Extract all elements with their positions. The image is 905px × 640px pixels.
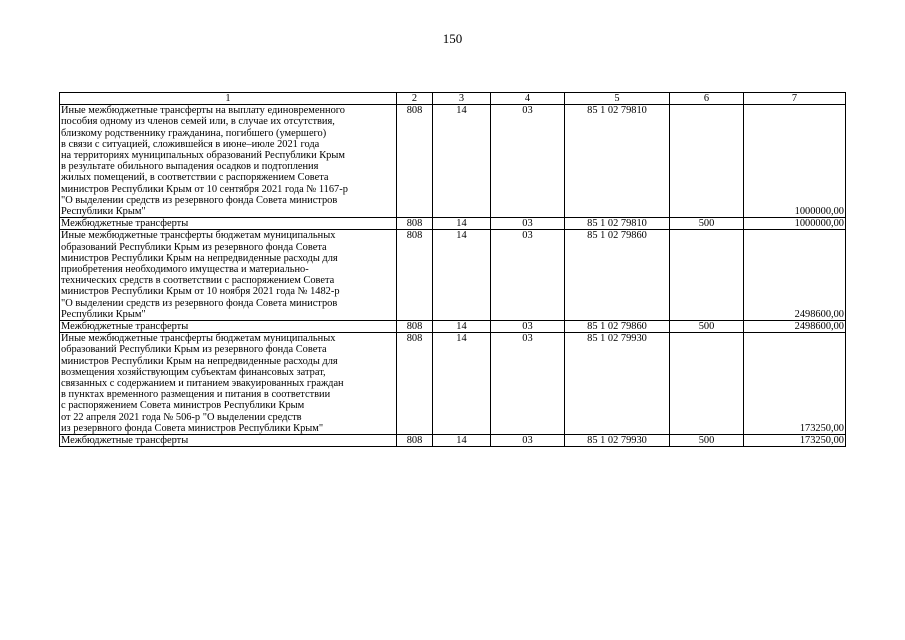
- row-col3-cell: 14: [433, 435, 491, 447]
- row-col3-cell: 14: [433, 321, 491, 333]
- row-col4-cell: 03: [491, 321, 565, 333]
- row-name-line: министров Республики Крым на непредвиденные расходы для: [61, 252, 338, 264]
- row-name-line: возмещения хозяйствующим субъектам финансовых затрат,: [61, 366, 326, 378]
- row-col4-cell: 03: [491, 105, 565, 218]
- row-col6-cell: [670, 230, 744, 321]
- row-name-line: от 22 апреля 2021 года № 506-р "О выделении средств: [61, 411, 302, 423]
- row-col4-cell: 03: [491, 230, 565, 321]
- row-amount-cell: 1000000,00: [744, 105, 846, 218]
- row-name-cell: [60, 230, 397, 321]
- header-cell: 2: [397, 93, 433, 105]
- row-col4-cell: 03: [491, 218, 565, 230]
- row-name-line: Межбюджетные трансферты: [61, 435, 189, 447]
- header-cell: 3: [433, 93, 491, 105]
- row-col5-cell: 85 1 02 79810: [565, 105, 670, 218]
- row-name-cell: [60, 218, 397, 230]
- row-name-line: Межбюджетные трансферты: [61, 321, 189, 333]
- header-cell: 6: [670, 93, 744, 105]
- row-col3-cell: 14: [433, 218, 491, 230]
- table-row: [60, 435, 846, 447]
- table-row: [60, 333, 846, 435]
- row-col3-cell: 14: [433, 333, 491, 435]
- row-amount-cell: 173250,00: [744, 333, 846, 435]
- page-number: 150: [442, 31, 463, 46]
- row-name-line: образований Республики Крым из резервного фонда Совета: [61, 344, 327, 356]
- row-col2-cell: 808: [397, 333, 433, 435]
- row-name-line: в связи с ситуацией, сложившейся в июне–июле 2021 года: [61, 138, 320, 150]
- table-header-row: [60, 93, 846, 105]
- row-col4-cell: 03: [491, 333, 565, 435]
- row-name-line: "О выделении средств из резервного фонда Совета министров: [61, 194, 338, 206]
- row-name-cell: [60, 105, 397, 218]
- row-name-cell: [60, 333, 397, 435]
- row-name-line: образований Республики Крым из резервного фонда Совета: [61, 241, 327, 253]
- row-name-line: на территориях муниципальных образований Республики Крым: [61, 150, 345, 162]
- table-row: [60, 321, 846, 333]
- row-amount-cell: 2498600,00: [744, 321, 846, 333]
- row-amount-cell: 173250,00: [744, 435, 846, 447]
- row-col3-cell: 14: [433, 230, 491, 321]
- row-name-line: в пунктах временного размещения и питания в соответствии: [61, 389, 331, 401]
- row-col6-cell: 500: [670, 321, 744, 333]
- header-cell: 7: [744, 93, 846, 105]
- row-name-line: министров Республики Крым на непредвиденные расходы для: [61, 355, 338, 367]
- row-col2-cell: 808: [397, 435, 433, 447]
- header-cell: 1: [60, 93, 397, 105]
- row-name-line: технических средств в соответствии с распоряжением Совета: [61, 275, 335, 287]
- row-amount-cell: 2498600,00: [744, 230, 846, 321]
- row-col6-cell: [670, 105, 744, 218]
- row-name-line: пособия одному из членов семей или, в случае их отсутствия,: [61, 116, 335, 128]
- row-name-line: в результате обильного выпадения осадков и подтопления: [61, 161, 319, 173]
- row-name-line: Межбюджетные трансферты: [61, 218, 189, 230]
- row-name-line: Иные межбюджетные трансферты бюджетам муниципальных: [61, 333, 336, 345]
- row-name-line: с распоряжением Совета министров Республики Крым: [61, 400, 305, 412]
- header-cell: 4: [491, 93, 565, 105]
- row-col2-cell: 808: [397, 105, 433, 218]
- row-name-line: Иные межбюджетные трансферты на выплату единовременного: [61, 105, 345, 117]
- row-name-line: приобретения необходимого имущества и материально-: [61, 264, 309, 276]
- row-name-line: близкому родственнику гражданина, погибшего (умершего): [61, 127, 327, 139]
- table-row: [60, 218, 846, 230]
- row-col5-cell: 85 1 02 79860: [565, 230, 670, 321]
- row-col2-cell: 808: [397, 321, 433, 333]
- row-col6-cell: [670, 333, 744, 435]
- row-name-cell: [60, 321, 397, 333]
- row-name-line: "О выделении средств из резервного фонда Совета министров: [61, 297, 338, 309]
- row-col6-cell: 500: [670, 435, 744, 447]
- budget-table: [59, 92, 846, 447]
- table-row: [60, 230, 846, 321]
- row-name-line: Республики Крым": [61, 206, 146, 218]
- row-col5-cell: 85 1 02 79930: [565, 333, 670, 435]
- row-name-line: министров Республики Крым от 10 сентября 2021 года № 1167-р: [61, 183, 348, 195]
- row-name-line: министров Республики Крым от 10 ноября 2021 года № 1482-р: [61, 286, 340, 298]
- row-col2-cell: 808: [397, 218, 433, 230]
- row-name-line: из резервного фонда Совета министров Республики Крым": [61, 422, 324, 434]
- row-col2-cell: 808: [397, 230, 433, 321]
- row-name-line: Иные межбюджетные трансферты бюджетам муниципальных: [61, 230, 336, 242]
- row-name-line: жилых помещений, в соответствии с распоряжением Совета: [61, 172, 329, 184]
- row-name-line: Республики Крым": [61, 308, 146, 320]
- row-col5-cell: 85 1 02 79930: [565, 435, 670, 447]
- row-name-line: связанных с содержанием и питанием эвакуированных граждан: [61, 378, 344, 390]
- table-row: [60, 105, 846, 218]
- row-name-cell: [60, 435, 397, 447]
- row-col5-cell: 85 1 02 79860: [565, 321, 670, 333]
- row-amount-cell: 1000000,00: [744, 218, 846, 230]
- row-col6-cell: 500: [670, 218, 744, 230]
- header-cell: 5: [565, 93, 670, 105]
- row-col3-cell: 14: [433, 105, 491, 218]
- row-col5-cell: 85 1 02 79810: [565, 218, 670, 230]
- row-col4-cell: 03: [491, 435, 565, 447]
